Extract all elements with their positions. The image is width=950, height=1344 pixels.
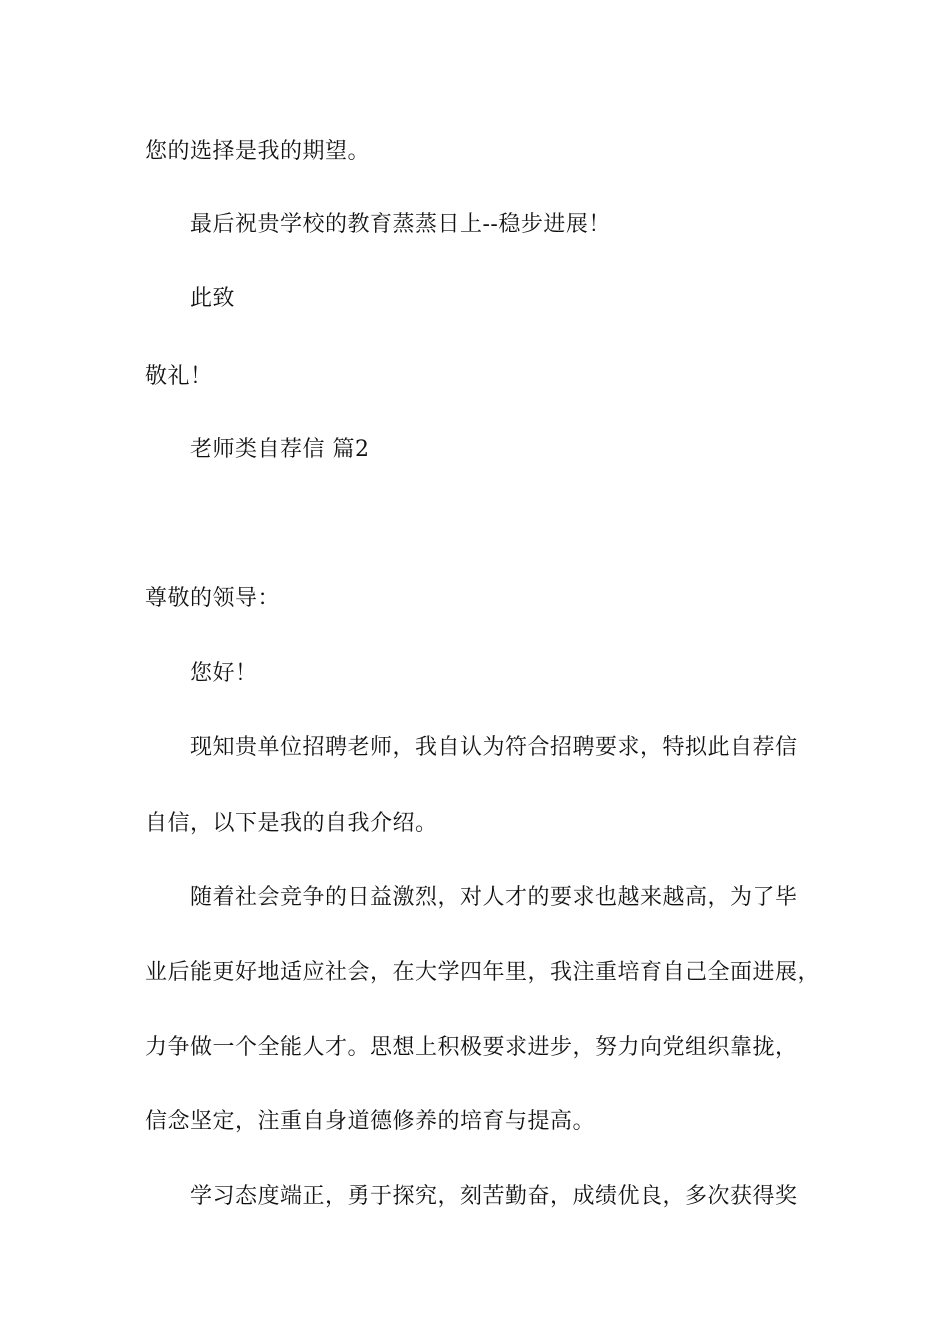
text-line-wishes: 最后祝贵学校的教育蒸蒸日上--稳步进展！: [190, 212, 611, 237]
text-line-ci-zhi: 此致: [190, 286, 236, 311]
text-line-closing-hope: 您的选择是我的期望。: [145, 139, 371, 164]
text-line-greeting-addressee: 尊敬的领导：: [145, 586, 281, 611]
text-line-hello: 您好！: [190, 661, 258, 686]
text-line-salute: 敬礼！: [145, 364, 213, 389]
paragraph-line: 随着社会竞争的日益激烈，对人才的要求也越来越高，为了毕: [190, 885, 798, 910]
paragraph-line: 力争做一个全能人才。思想上积极要求进步，努力向党组织靠拢，: [145, 1035, 798, 1060]
paragraph-line: 自信，以下是我的自我介绍。: [145, 811, 438, 836]
paragraph-line: 信念坚定，注重自身道德修养的培育与提高。: [145, 1109, 596, 1134]
section-heading: 老师类自荐信 篇2: [190, 437, 370, 462]
paragraph-line: 业后能更好地适应社会，在大学四年里，我注重培育自己全面进展，: [145, 960, 821, 985]
paragraph-line: 现知贵单位招聘老师，我自认为符合招聘要求，特拟此自荐信: [190, 735, 798, 760]
paragraph-line: 学习态度端正，勇于探究，刻苦勤奋，成绩优良，多次获得奖: [190, 1184, 798, 1209]
